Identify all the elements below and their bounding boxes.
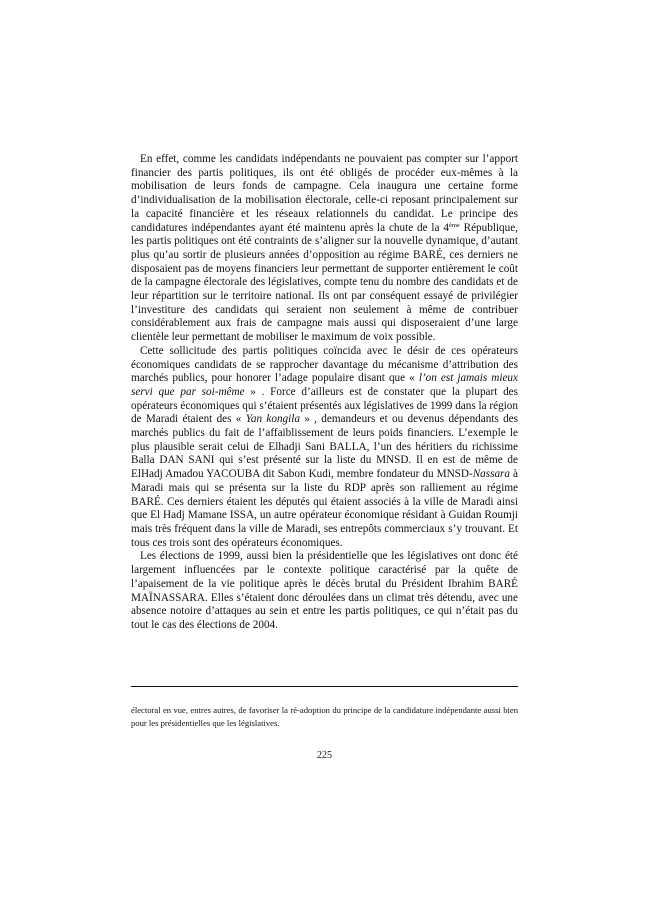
proverb-quote: l’on est jamais mieux servi que par soi-même [131, 372, 518, 398]
paragraph-2-text-2: » . Force d’ailleurs est de constater que la plupart des opérateurs économiques qui s’étaient présentés aux législatives de 1999 dans la région de Maradi étaient des « [131, 385, 519, 426]
paragraph-1-text-2: République, les partis politiques ont été contraints de s’aligner sur la nouvelle dynamique, d’autant plus qu’au sortir de plusieurs années d’opposition au régime BARÉ, ces derniers ne disposaient pas de moyens financiers leur permettant de supporter entièrement le coût de la campagne électorale des législatives, compte tenu du nombre des candidats et de leur répartition sur le territoire national. Ils ont par conséquent essayé de privilégier l’investiture des candidats qui seraient non seulement à même de contribuer considérablement aux frais de campagne mais aussi qui disposeraient d’une large clientèle leur permettant de mobiliser le maximum de voix possible. [131, 221, 518, 344]
paragraph-1 [131, 153, 518, 345]
nassara-term: Nassara [472, 468, 510, 481]
yan-kongila-term: Yan kongila [245, 413, 300, 426]
paragraph-2-text-4: à Maradi mais qui se présenta sur la liste du RDP après son ralliement au régime BARÉ. Ces derniers étaient les députés qui étaient associés à la ville de Maradi ainsi que El Hadj Mamane ISSA, un autre opérateur économique résidant à Guidan Roumji mais très fréquent dans la ville de Maradi, ses entrepôts commerciaux s’y trouvant. Et tous ces trois sont des opérateurs économiques. [131, 468, 519, 549]
paragraph-2-text-3: » , demandeurs et ou devenus dépendants des marchés publics du fait de l’affaiblissement de leurs poids financiers. L’exemple le plus plausible serait celui de Elhadji Sani BALLA, l’un des héritiers du richissime Balla DAN SANI qui s’est présenté sur la liste du MNSD. Il en est de même de ElHadj Amadou YACOUBA dit Sabon Kudi, membre fondateur du MNSD- [131, 413, 519, 481]
page-number: 225 [317, 750, 332, 761]
paragraph-3-text-1: Les élections de 1999, aussi bien la présidentielle que les législatives ont donc été largement influencées par le contexte politique caractérisé par la quête de l’apaisement de la vie politique après le décès brutal du Président Ibrahim BARÉ MAÏNASSARA. Elles s’étaient donc déroulées dans un climat très détendu, avec une absence notoire d’attaques au sein et entre les partis politiques, ce qui n’était pas du tout le cas des élections de 2004. [131, 550, 518, 631]
paragraph-2 [131, 345, 518, 551]
paragraph-3 [131, 550, 518, 632]
ordinal-superscript: ème [448, 221, 460, 229]
paragraph-2-text-1: Cette sollicitude des partis politiques coïncida avec le désir de ces opérateurs économiques candidats de se rapprocher davantage du mécanisme d’attribution des marchés publics, pour honorer l’adage populaire disant que « [131, 344, 518, 385]
footnote-text: électoral en vue, entres autres, de favoriser la ré-adoption du principe de la candidature indépendante aussi bien pour les présidentielles que les législatives. [131, 705, 518, 728]
body-text [131, 153, 518, 633]
footnote [131, 704, 518, 729]
paragraph-1-text-1: En effet, comme les candidats indépendants ne pouvaient pas compter sur l’apport financier des partis politiques, ils ont été obligés de procéder eux-mêmes à la mobilisation de leurs fonds de campagne. Cela inaugura une certaine forme d’individualisation de la mobilisation électorale, celle-ci reposant principalement sur la capacité financière et les réseaux relationnels du candidat. Le principe des candidatures indépendantes ayant été maintenu après la chute de la 4 [131, 153, 518, 234]
footnote-separator [131, 686, 518, 687]
